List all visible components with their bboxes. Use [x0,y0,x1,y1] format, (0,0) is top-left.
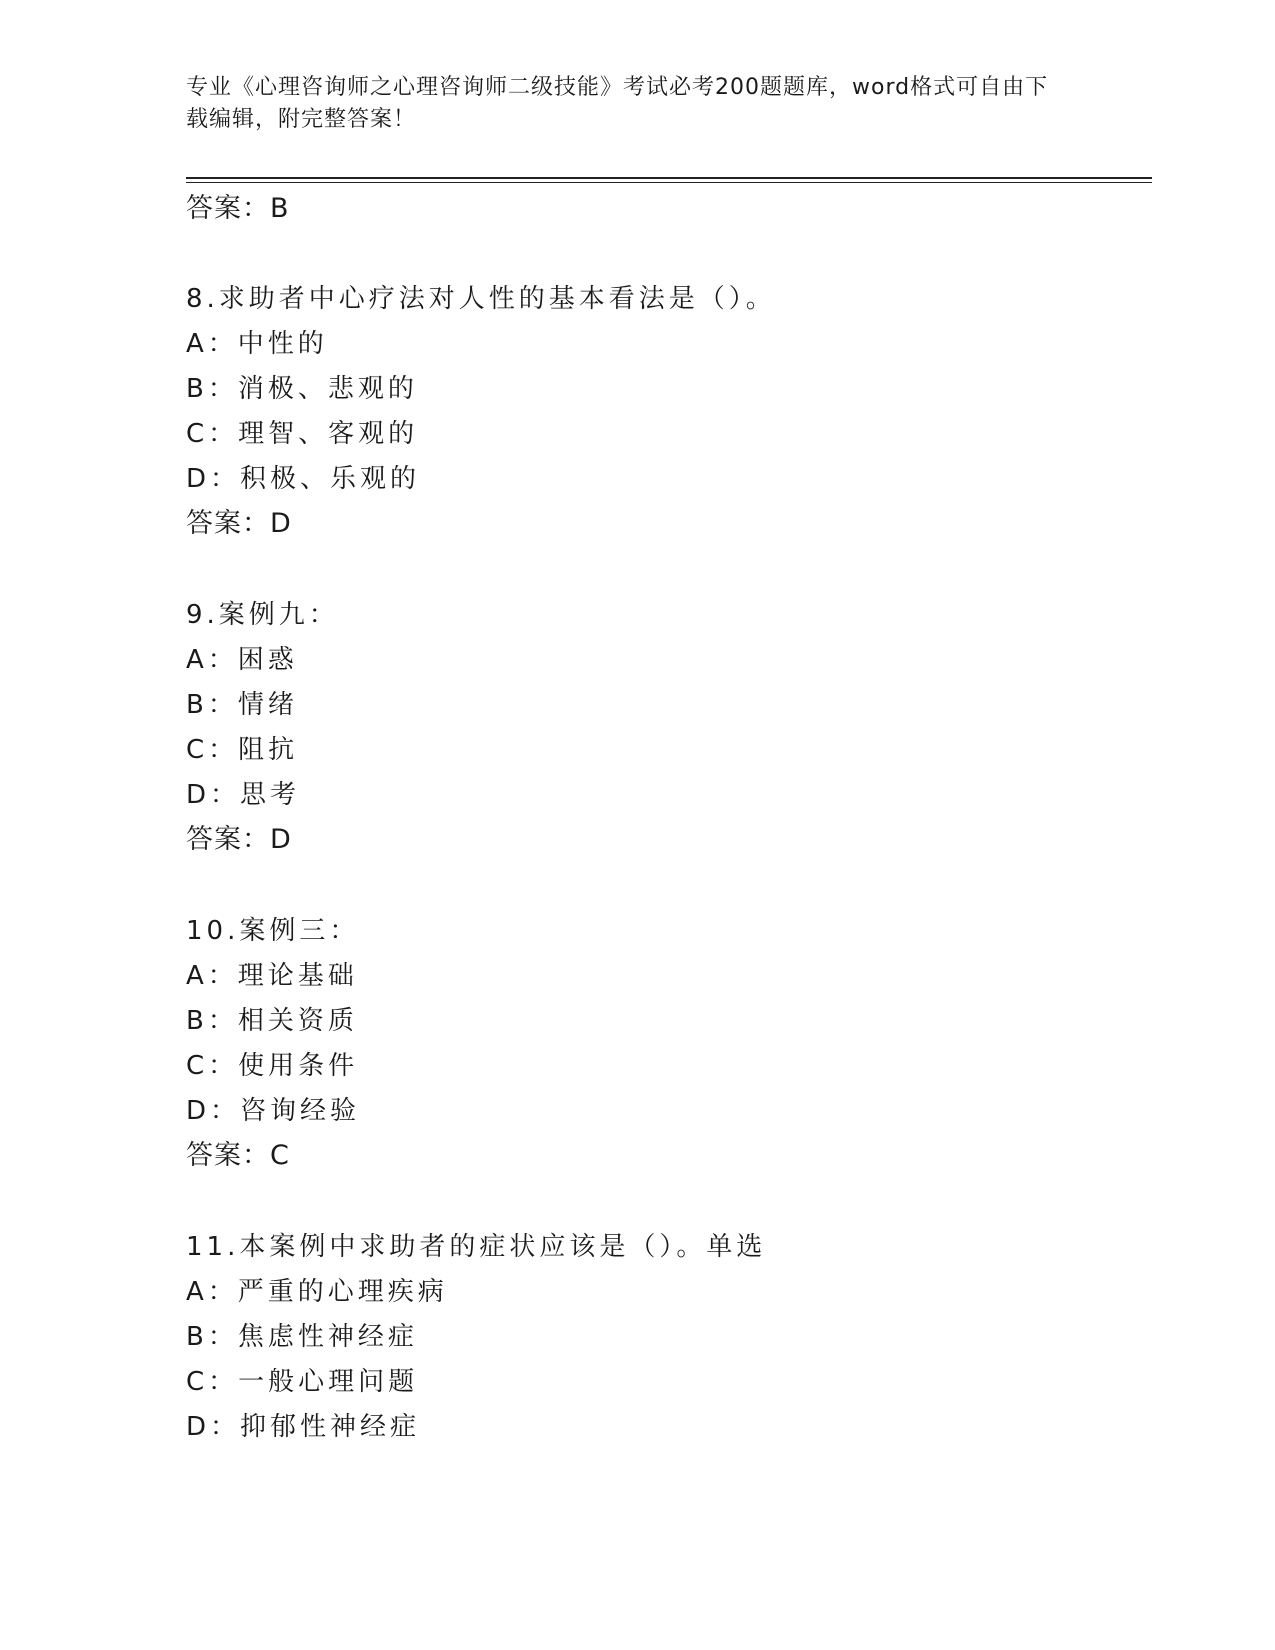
question-9-option-b: B：情绪 [186,690,298,720]
question-9-title: 9.案例九： [186,600,339,630]
question-8-answer: 答案：D [186,508,292,539]
header-divider-thin [186,182,1152,183]
question-8-option-c: C：理智、客观的 [186,419,419,449]
question-9-option-a: A：困惑 [186,645,298,675]
question-11-option-b: B：焦虑性神经症 [186,1322,418,1352]
question-10-option-a: A：理论基础 [186,961,358,991]
question-9-option-d: D：思考 [186,780,301,810]
question-8-title: 8.求助者中心疗法对人性的基本看法是（）。 [186,284,776,314]
question-11-option-d: D：抑郁性神经症 [186,1412,421,1442]
question-10-title: 10.案例三： [186,916,360,946]
question-11-option-a: A：严重的心理疾病 [186,1277,448,1307]
question-10-answer: 答案：C [186,1140,290,1171]
question-9-option-c: C：阻抗 [186,735,299,765]
question-11-option-c: C：一般心理问题 [186,1367,419,1397]
question-10-option-c: C：使用条件 [186,1051,359,1081]
question-8-option-b: B：消极、悲观的 [186,374,418,404]
document-header: 专业《心理咨询师之心理咨询师二级技能》考试必考200题题库，word格式可自由下载编辑，附完整答案！ [186,75,1049,132]
header-divider-thick [186,177,1152,179]
question-8-option-d: D：积极、乐观的 [186,464,421,494]
question-8-option-a: A：中性的 [186,329,328,359]
question-10-option-d: D：咨询经验 [186,1096,361,1126]
question-9-answer: 答案：D [186,824,292,855]
previous-answer: 答案：B [186,193,290,224]
question-10-option-b: B：相关资质 [186,1006,358,1036]
question-11-title: 11.本案例中求助者的症状应该是（）。单选 [186,1232,767,1262]
